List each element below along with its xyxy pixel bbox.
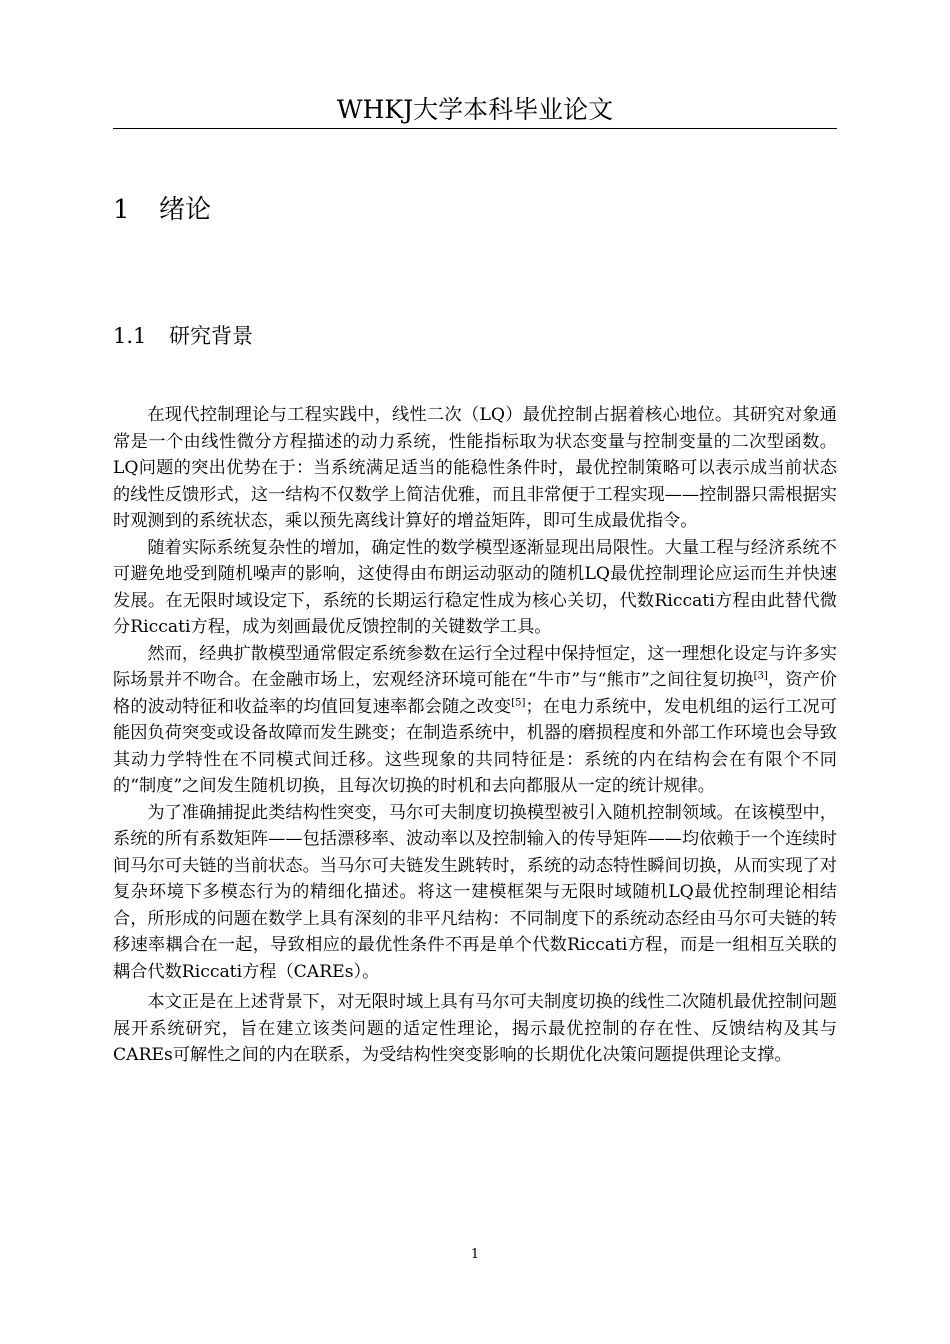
header-title: WHKJ大学本科毕业论文 [336,95,614,124]
citation-3[interactable]: [3] [753,670,768,682]
chapter-number: 1 [113,195,130,225]
chapter-title: 绪论 [159,195,212,225]
page-number: 1 [470,1247,480,1262]
page-footer [0,1246,950,1264]
paragraph-3 [113,641,837,800]
paragraph-1: 在现代控制理论与工程实践中，线性二次（LQ）最优控制占据着核心地位。其研究对象通常是一个由线性微分方程描述的动力系统，性能指标取为状态变量与控制变量的二次型函数。LQ问题的突出优势在于：当系统满足适当的能稳性条件时，最优控制策略可以表示成当前状态的线性反馈形式，这一结构不仅数学上简洁优雅，而且非常便于工程实现——控制器只需根据实时观测到的系统状态，乘以预先离线计算好的增益矩阵，即可生成最优指令。 [113,405,837,531]
paragraph-3-part-b: ，资产价格的波动特征和收益率的均值回复速率都会随之改变 [113,670,837,717]
chapter-heading [113,192,211,228]
paragraph-3-part-c: ；在电力系统中，发电机组的运行工况可能因负荷突变或设备故障而发生跳变；在制造系统中，机器的磨损程度和外部工作环境也会导致其动力学特性在不同模式间迁移。这些现象的共同特征是：系统的内在结构会在有限个不同的“制度”之间发生随机切换，且每次切换的时机和去向都服从一定的统计规律。 [113,696,837,796]
citation-5[interactable]: [5] [511,696,526,708]
body-text [113,402,837,1069]
running-header [113,92,837,129]
paragraph-4: 为了准确捕捉此类结构性突变，马尔可夫制度切换模型被引入随机控制领域。在该模型中，系统的所有系数矩阵——包括漂移率、波动率以及控制输入的传导矩阵——均依赖于一个连续时间马尔可夫链的当前状态。当马尔可夫链发生跳转时，系统的动态特性瞬间切换，从而实现了对复杂环境下多模态行为的精细化描述。将这一建模框架与无限时域随机LQ最优控制理论相结合，所形成的问题在数学上具有深刻的非平凡结构：不同制度下的系统动态经由马尔可夫链的转移速率耦合在一起，导致相应的最优性条件不再是单个代数Riccati方程，而是一组相互关联的耦合代数Riccati方程（CAREs）。 [113,802,837,982]
section-heading [113,320,253,352]
section-number: 1.1 [113,324,147,348]
paragraph-5: 本文正是在上述背景下，对无限时域上具有马尔可夫制度切换的线性二次随机最优控制问题展开系统研究，旨在建立该类问题的适定性理论，揭示最优控制的存在性、反馈结构及其与CAREs可解性之间的内在联系，为受结构性突变影响的长期优化决策问题提供理论支撑。 [113,992,837,1065]
paragraph-2: 随着实际系统复杂性的增加，确定性的数学模型逐渐显现出局限性。大量工程与经济系统不可避免地受到随机噪声的影响，这使得由布朗运动驱动的随机LQ最优控制理论应运而生并快速发展。在无限时域设定下，系统的长期运行稳定性成为核心关切，代数Riccati方程由此替代微分Riccati方程，成为刻画最优反馈控制的关键数学工具。 [113,537,837,637]
paragraph-3-part-a: 然而，经典扩散模型通常假定系统参数在运行全过程中保持恒定，这一理想化设定与许多实际场景并不吻合。在金融市场上，宏观经济环境可能在“牛市”与“熊市”之间往复切换 [113,643,837,690]
section-title: 研究背景 [169,324,253,348]
